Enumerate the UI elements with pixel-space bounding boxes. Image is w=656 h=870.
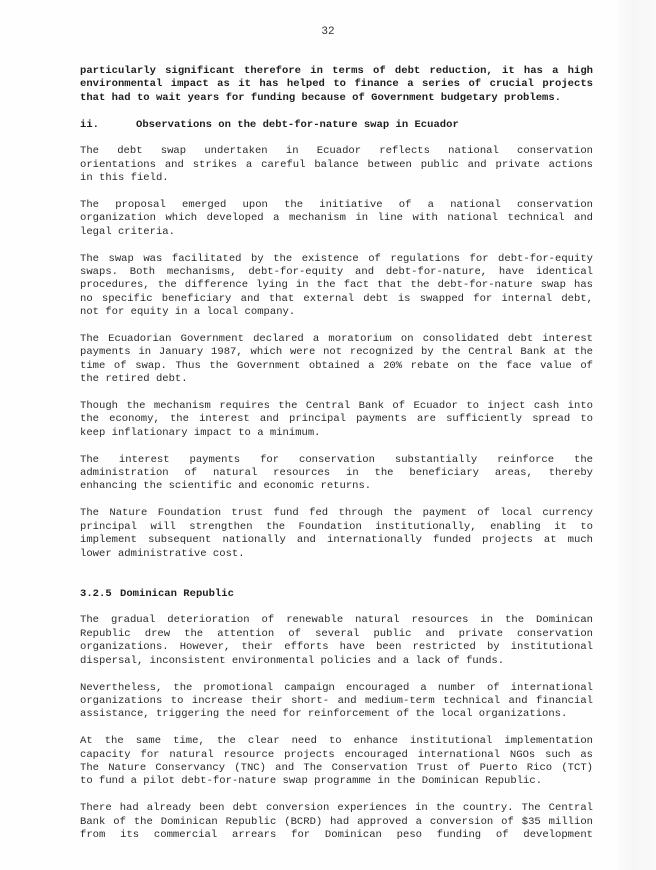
intro-paragraph <box>80 65 593 105</box>
paragraph <box>80 145 593 185</box>
text-line: principal will strengthen the Foundation institutionally, enabling it to <box>80 520 593 533</box>
text-line: The Ecuadorian Government declared a moratorium on consolidated debt interest <box>80 333 593 346</box>
paragraph <box>80 253 593 320</box>
paragraph <box>80 735 593 789</box>
text-line: enhancing the scientific and economic returns. <box>80 480 372 493</box>
paragraph <box>80 199 593 239</box>
paragraph <box>80 682 593 722</box>
text-line: The proposal emerged upon the initiative of a national conservation <box>80 199 593 212</box>
document-body <box>80 65 593 856</box>
paragraph <box>80 454 593 494</box>
text-line: in this field. <box>80 172 169 185</box>
text-line: procedures, the difference lying in the fact that the debt-for-nature swap has <box>80 279 593 292</box>
text-line: to fund a pilot debt-for-nature swap programme in the Dominican Republic. <box>80 775 543 788</box>
text-line: The interest payments for conservation substantially reinforce the <box>80 453 593 466</box>
section-number: 3.2.5 <box>80 587 112 600</box>
paragraph <box>80 507 593 561</box>
text-line: capacity for natural resource projects encouraged international NGOs such as <box>80 748 593 761</box>
text-line: implement subsequent nationally and internationally funded projects at much <box>80 534 593 547</box>
text-line: that had to wait years for funding because of Government budgetary problems. <box>80 91 562 104</box>
text-line: from its commercial arrears for Dominican peso funding of development <box>80 828 593 841</box>
scan-edge-shadow <box>618 0 656 870</box>
text-line: payments in January 1987, which were not recognized by the Central Bank at the <box>80 346 593 359</box>
text-line: lower administrative cost. <box>80 547 245 560</box>
page-number: 32 <box>321 26 335 38</box>
text-line: environmental impact as it has helped to finance a series of crucial projects <box>80 78 593 91</box>
text-line: orientations and strikes a careful balance between public and private actions <box>80 158 593 171</box>
text-line: time of swap. Thus the Government obtained a 20% rebate on the face value of <box>80 359 593 372</box>
text-line: swaps. Both mechanisms, debt-for-equity and debt-for-nature, have identical <box>80 266 593 279</box>
text-line: Bank of the Dominican Republic (BCRD) had approved a conversion of $35 million <box>80 815 593 828</box>
text-line: the retired debt. <box>80 373 188 386</box>
text-line: The Nature Conservancy (TNC) and The Conservation Trust of Puerto Rico (TCT) <box>80 761 593 774</box>
text-line: no specific beneficiary and that external debt is swapped for internal debt, <box>80 292 593 305</box>
text-line: not for equity in a local company. <box>80 306 296 319</box>
section-title: Dominican Republic <box>120 587 234 600</box>
text-line: The Nature Foundation trust fund fed through the payment of local currency <box>80 507 593 520</box>
text-line: keep inflationary impact to a minimum. <box>80 426 321 439</box>
text-line: Republic drew the attention of several public and private conservation <box>80 627 593 640</box>
text-line: dispersal, inconsistent environmental policies and a lack of funds. <box>80 654 505 667</box>
spacer <box>80 574 593 587</box>
section-number: ii. <box>80 118 99 131</box>
text-line: Nevertheless, the promotional campaign encouraged a number of international <box>80 681 593 694</box>
text-line: organization which developed a mechanism in line with national technical and <box>80 212 593 225</box>
text-line: The swap was facilitated by the existence of regulations for debt-for-equity <box>80 252 593 265</box>
text-line: particularly significant therefore in terms of debt reduction, it has a high <box>80 65 593 77</box>
section-heading-ii <box>80 119 593 132</box>
text-line: the economy, the interest and principal payments are sufficiently spread to <box>80 413 593 426</box>
text-line: The debt swap undertaken in Ecuador reflects national conservation <box>80 145 593 158</box>
text-line: organizations to increase their short- and medium-term technical and financial <box>80 694 593 707</box>
text-line: There had already been debt conversion experiences in the country. The Central <box>80 802 593 815</box>
text-line: At the same time, the clear need to enhance institutional implementation <box>80 735 593 748</box>
text-line: Though the mechanism requires the Central Bank of Ecuador to inject cash into <box>80 400 593 413</box>
paragraph <box>80 614 593 668</box>
text-line: legal criteria. <box>80 225 175 238</box>
text-line: organizations. However, their efforts have been restricted by institutional <box>80 641 593 654</box>
section-heading-3-2-5 <box>80 588 593 601</box>
text-line: assistance, triggering the need for reinforcement of the local organizations. <box>80 708 568 721</box>
paragraph <box>80 400 593 440</box>
text-line: The gradual deterioration of renewable natural resources in the Dominican <box>80 614 593 627</box>
text-line: administration of natural resources in the beneficiary areas, thereby <box>80 467 593 480</box>
section-title: Observations on the debt-for-nature swap in Ecuador <box>136 118 459 131</box>
paragraph <box>80 333 593 387</box>
paragraph <box>80 802 593 842</box>
